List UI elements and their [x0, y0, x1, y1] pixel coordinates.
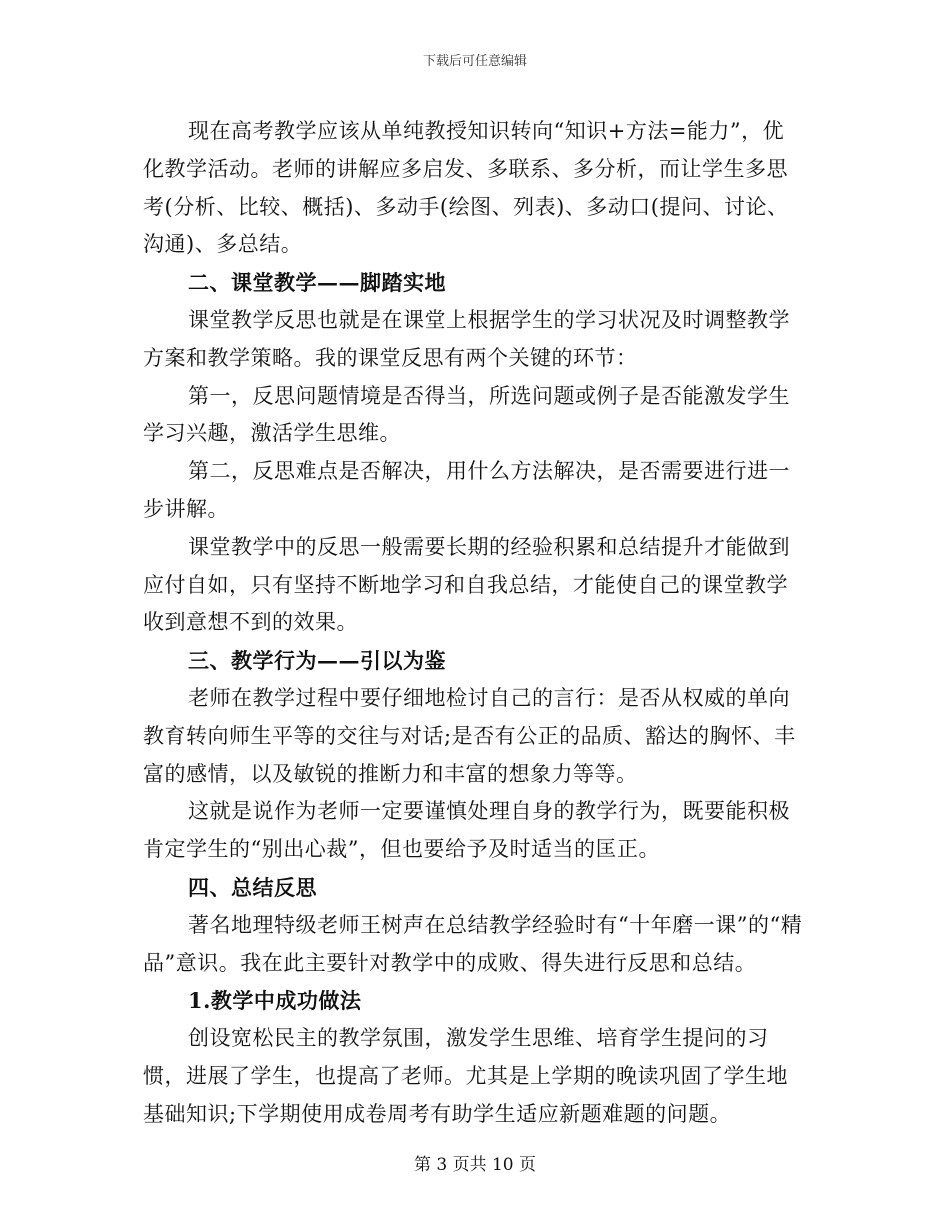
section-heading: 二、课堂教学——脚踏实地: [188, 270, 446, 296]
document-body: [143, 113, 803, 1134]
paragraph: 创设宽松民主的教学氛围，激发学生思维、培育学生提问的习惯，进展了学生，也提高了老师。尤其是上学期的晚读巩固了学生地基础知识;下学期使用成卷周考有助学生适应新题难题的问题。: [143, 1026, 788, 1126]
section-heading: 三、教学行为——引以为鉴: [188, 648, 446, 674]
header-note: 下载后可任意编辑: [422, 54, 527, 69]
paragraph: 课堂教学反思也就是在课堂上根据学生的学习状况及时调整教学方案和教学策略。我的课堂反思有两个关键的环节：: [143, 307, 790, 370]
page-number: 第 3 页共 10 页: [413, 1155, 537, 1175]
subsection-heading: 1.教学中成功做法: [188, 988, 362, 1014]
paragraph: 第一，反思问题情境是否得当，所选问题或例子是否能激发学生学习兴趣，激活学生思维。: [143, 383, 790, 446]
paragraph: 第二，反思难点是否解决，用什么方法解决，是否需要进行进一步讲解。: [143, 459, 790, 521]
paragraph: 这就是说作为老师一定要谨慎处理自身的教学行为，既要能积极肯定学生的“别出心裁”，但也要给予及时适当的匡正。: [143, 799, 790, 862]
paragraph: 著名地理特级老师王树声在总结教学经验时有“十年磨一课”的“精品”意识。我在此主要针对教学中的成败、得失进行反思和总结。: [143, 912, 803, 975]
paragraph: 课堂教学中的反思一般需要长期的经验积累和总结提升才能做到应付自如，只有坚持不断地学习和自我总结，才能使自己的课堂教学收到意想不到的效果。: [143, 534, 790, 635]
paragraph: 现在高考教学应该从单纯教授知识转向“知识+方法=能力”，优化教学活动。老师的讲解应多启发、多联系、多分析，而让学生多思考(分析、比较、概括)、多动手(绘图、列表)、多动口(提问、讨论、沟通)、多总结。: [143, 119, 789, 257]
section-heading: 四、总结反思: [188, 874, 317, 900]
paragraph: 老师在教学过程中要仔细地检讨自己的言行：是否从权威的单向教育转向师生平等的交往与对话;是否有公正的品质、豁达的胸怀、丰富的感情，以及敏锐的推断力和丰富的想象力等等。: [143, 685, 796, 786]
